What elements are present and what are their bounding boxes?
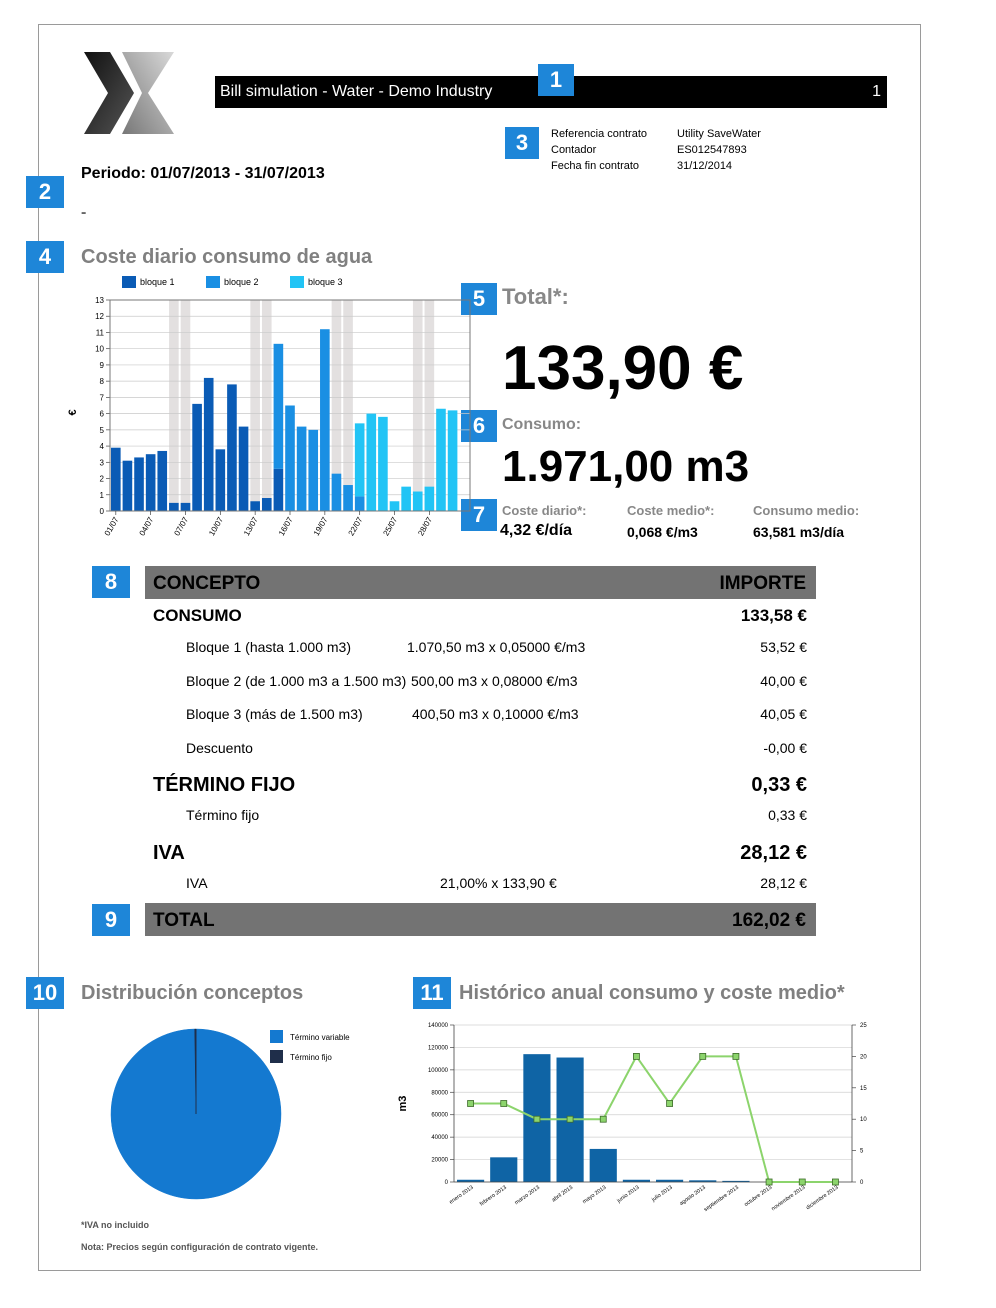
badge-1: 1 xyxy=(538,64,574,96)
badge-2: 2 xyxy=(26,176,64,208)
weekend-band xyxy=(250,300,260,511)
contract-values xyxy=(677,126,761,174)
col-importe: IMPORTE xyxy=(719,573,806,594)
bar xyxy=(366,414,376,511)
bar xyxy=(123,461,133,511)
total-label: Total*: xyxy=(502,284,569,309)
bar xyxy=(262,498,272,511)
bar xyxy=(169,503,179,511)
consumo-value: 1.971,00 m3 xyxy=(502,442,750,491)
line-calc: 500,00 m3 x 0,08000 €/m3 xyxy=(411,673,578,689)
bar xyxy=(157,451,167,511)
group-consumo: CONSUMO xyxy=(153,606,242,625)
line-calc: 21,00% x 133,90 € xyxy=(440,875,557,891)
col-concepto: CONCEPTO xyxy=(153,573,261,594)
line-point xyxy=(600,1116,606,1122)
bar xyxy=(274,344,284,469)
x-tick-label: mayo 2013 xyxy=(581,1184,608,1206)
contract-label-meter: Contador xyxy=(551,144,597,156)
pie-legend-label: Término variable xyxy=(290,1033,350,1042)
daily-cost-chart xyxy=(64,270,474,550)
stat-value-avg-cost: 0,068 €/m3 xyxy=(627,524,698,540)
y-tick-label: 10 xyxy=(95,344,104,354)
bar xyxy=(181,503,191,511)
group-iva-amount: 28,12 € xyxy=(740,842,807,864)
y2-tick-label: 5 xyxy=(860,1148,864,1155)
bar xyxy=(216,449,226,511)
x-tick-label: 22/07 xyxy=(346,515,365,538)
line-concept: IVA xyxy=(186,875,208,891)
bar xyxy=(239,427,249,511)
bar xyxy=(401,487,411,511)
line-point xyxy=(733,1053,739,1059)
group-termino-fijo-amount: 0,33 € xyxy=(751,774,807,796)
weekend-band xyxy=(413,300,423,511)
legend-swatch xyxy=(290,276,304,288)
y-tick-label: 0 xyxy=(99,507,104,516)
x-tick-label: enero 2013 xyxy=(448,1184,475,1206)
line-amount: 40,05 € xyxy=(760,706,807,722)
bar xyxy=(590,1149,617,1182)
line-concept: Bloque 1 (hasta 1.000 m3) xyxy=(186,639,351,655)
total-bar xyxy=(145,903,816,936)
bar xyxy=(413,492,423,511)
y-tick-label: 9 xyxy=(99,360,104,370)
badge-7: 7 xyxy=(461,499,497,531)
y-tick-label: 6 xyxy=(99,409,104,419)
line-point xyxy=(501,1101,507,1107)
y2-tick-label: 0 xyxy=(860,1180,864,1186)
bar xyxy=(227,384,237,511)
bar xyxy=(146,454,156,511)
y2-tick-label: 25 xyxy=(860,1023,867,1029)
stat-value-daily: 4,32 €/día xyxy=(500,522,573,539)
line-calc: 400,50 m3 x 0,10000 €/m3 xyxy=(412,706,579,722)
total-bar-label: TOTAL xyxy=(153,910,215,931)
legend-label: bloque 2 xyxy=(224,277,259,287)
y-axis-label: m3 xyxy=(397,1095,409,1112)
bar xyxy=(111,448,121,511)
badge-10: 10 xyxy=(26,977,64,1009)
weekend-band xyxy=(169,300,179,511)
line-amount: 28,12 € xyxy=(760,875,807,891)
bar xyxy=(297,427,307,511)
line-calc: 1.070,50 m3 x 0,05000 €/m3 xyxy=(407,639,586,655)
bar xyxy=(425,487,435,511)
bar xyxy=(250,501,260,511)
x-tick-label: 07/07 xyxy=(172,515,191,538)
x-tick-label: 10/07 xyxy=(207,515,226,538)
historic-chart xyxy=(392,1012,884,1232)
bar xyxy=(274,469,284,511)
total-value: 133,90 € xyxy=(502,334,744,403)
weekend-band xyxy=(343,300,353,511)
line-amount: 40,00 € xyxy=(760,673,807,689)
x-tick-label: 01/07 xyxy=(102,515,121,538)
y-tick-label: 12 xyxy=(95,312,104,322)
line-amount: -0,00 € xyxy=(763,740,807,756)
page-number: 1 xyxy=(872,83,881,100)
contract-labels xyxy=(551,126,647,174)
pie-legend-swatch xyxy=(270,1050,283,1063)
y2-tick-label: 20 xyxy=(860,1054,867,1061)
x-tick-label: 16/07 xyxy=(276,515,295,538)
bar xyxy=(390,501,400,511)
table-header xyxy=(145,566,816,599)
y-tick-label: 2 xyxy=(99,474,104,484)
x-tick-label: diciembre 2013 xyxy=(805,1184,840,1212)
weekend-band xyxy=(262,300,272,511)
line-concept: Término fijo xyxy=(186,807,260,823)
bar xyxy=(285,406,295,512)
x-tick-label: abril 2013 xyxy=(550,1184,575,1204)
bar xyxy=(134,457,144,511)
y-tick-label: 120000 xyxy=(427,1045,448,1052)
period-dash: - xyxy=(81,204,87,221)
y2-tick-label: 15 xyxy=(860,1085,867,1092)
group-iva: IVA xyxy=(153,842,185,864)
x-tick-label: julio 2013 xyxy=(651,1184,674,1204)
y-tick-label: 140000 xyxy=(427,1023,448,1029)
y-tick-label: 5 xyxy=(99,425,104,435)
contract-label-ref: Referencia contrato xyxy=(551,128,647,140)
badge-11: 11 xyxy=(413,977,451,1009)
x-tick-label: febrero 2013 xyxy=(478,1184,508,1208)
x-tick-label: 04/07 xyxy=(137,515,156,538)
x-tick-label: marzo 2013 xyxy=(513,1184,542,1207)
weekend-band xyxy=(425,300,435,511)
document-title: Bill simulation - Water - Demo Industry xyxy=(220,83,493,100)
y-tick-label: 8 xyxy=(99,377,104,387)
total-bar-value: 162,02 € xyxy=(732,910,806,931)
badge-5: 5 xyxy=(461,283,497,315)
bar xyxy=(436,409,446,511)
line-point xyxy=(534,1116,540,1122)
bar xyxy=(490,1157,517,1182)
badge-9: 9 xyxy=(92,904,130,936)
x-tick-label: agosto 2013 xyxy=(678,1184,707,1208)
historic-title: Histórico anual consumo y coste medio* xyxy=(459,982,845,1004)
bar xyxy=(308,430,318,511)
x-tick-label: septiembre 2013 xyxy=(703,1184,741,1214)
y-tick-label: 7 xyxy=(99,393,104,403)
y-tick-label: 100000 xyxy=(427,1067,448,1074)
pie-legend-label: Término fijo xyxy=(290,1053,332,1062)
y-axis-label: € xyxy=(67,409,79,416)
stat-value-avg-consumption: 63,581 m3/día xyxy=(753,524,845,540)
bar xyxy=(343,485,353,511)
legend-label: bloque 1 xyxy=(140,277,175,287)
distribution-pie-chart xyxy=(100,1015,390,1215)
y-tick-label: 4 xyxy=(99,442,104,452)
y-tick-label: 13 xyxy=(95,296,104,305)
stat-label-daily: Coste diario*: xyxy=(502,503,587,518)
x-tick-label: junio 2013 xyxy=(616,1184,641,1205)
bar xyxy=(332,474,342,511)
y-tick-label: 80000 xyxy=(431,1090,448,1097)
distribution-title: Distribución conceptos xyxy=(81,982,304,1004)
x-tick-label: 19/07 xyxy=(311,515,330,538)
line-point xyxy=(700,1053,706,1059)
y-tick-label: 11 xyxy=(95,328,104,338)
x-tick-label: 25/07 xyxy=(381,515,400,538)
consumo-label: Consumo: xyxy=(502,416,582,433)
badge-6: 6 xyxy=(461,410,497,442)
line-concept: Bloque 2 (de 1.000 m3 a 1.500 m3) xyxy=(186,673,407,689)
legend-label: bloque 3 xyxy=(308,277,343,287)
group-consumo-amount: 133,58 € xyxy=(740,606,807,625)
legend-swatch xyxy=(122,276,136,288)
stat-label-avg-consumption: Consumo medio: xyxy=(753,503,860,518)
contract-value-ref: Utility SaveWater xyxy=(677,128,761,140)
bar xyxy=(378,417,388,511)
footnote-iva: *IVA no incluido xyxy=(81,1220,149,1230)
pie-legend-swatch xyxy=(270,1030,283,1043)
bar xyxy=(355,496,365,511)
line-point xyxy=(567,1116,573,1122)
bar xyxy=(204,378,214,511)
weekend-band xyxy=(181,300,191,511)
daily-chart-title: Coste diario consumo de agua xyxy=(81,246,373,268)
y-tick-label: 1 xyxy=(99,490,104,500)
badge-4: 4 xyxy=(26,241,64,273)
contract-value-end: 31/12/2014 xyxy=(677,160,733,172)
line-point xyxy=(633,1053,639,1059)
y-tick-label: 60000 xyxy=(431,1112,448,1119)
bar xyxy=(355,423,365,496)
line-point xyxy=(468,1101,474,1107)
x-tick-label: 13/07 xyxy=(242,515,260,538)
line-concept: Bloque 3 (más de 1.500 m3) xyxy=(186,706,363,722)
stat-label-avg-cost: Coste medio*: xyxy=(627,503,715,518)
y-tick-label: 3 xyxy=(99,458,104,468)
footnote-prices: Nota: Precios según configuración de contrato vigente. xyxy=(81,1242,319,1252)
y2-tick-label: 10 xyxy=(860,1117,867,1124)
legend-swatch xyxy=(206,276,220,288)
x-tick-label: octubre 2013 xyxy=(743,1184,774,1209)
y-tick-label: 40000 xyxy=(431,1135,448,1142)
bar xyxy=(192,404,202,511)
badge-3: 3 xyxy=(505,127,539,159)
line-point xyxy=(667,1101,673,1107)
billing-period: Periodo: 01/07/2013 - 31/07/2013 xyxy=(81,165,325,182)
line-amount: 0,33 € xyxy=(768,807,807,823)
bar xyxy=(448,410,458,511)
group-termino-fijo: TÉRMINO FIJO xyxy=(153,774,296,796)
y-tick-label: 0 xyxy=(444,1180,448,1186)
badge-8: 8 xyxy=(92,566,130,598)
line-amount: 53,52 € xyxy=(760,639,807,655)
contract-label-end: Fecha fin contrato xyxy=(551,160,640,172)
y-tick-label: 20000 xyxy=(431,1157,448,1164)
x-tick-label: noviembre 2013 xyxy=(770,1184,807,1213)
x-tick-label: 28/07 xyxy=(416,515,435,538)
contract-value-meter: ES012547893 xyxy=(677,144,747,156)
bar xyxy=(320,329,330,511)
line-concept: Descuento xyxy=(186,740,253,756)
company-logo xyxy=(82,50,176,136)
